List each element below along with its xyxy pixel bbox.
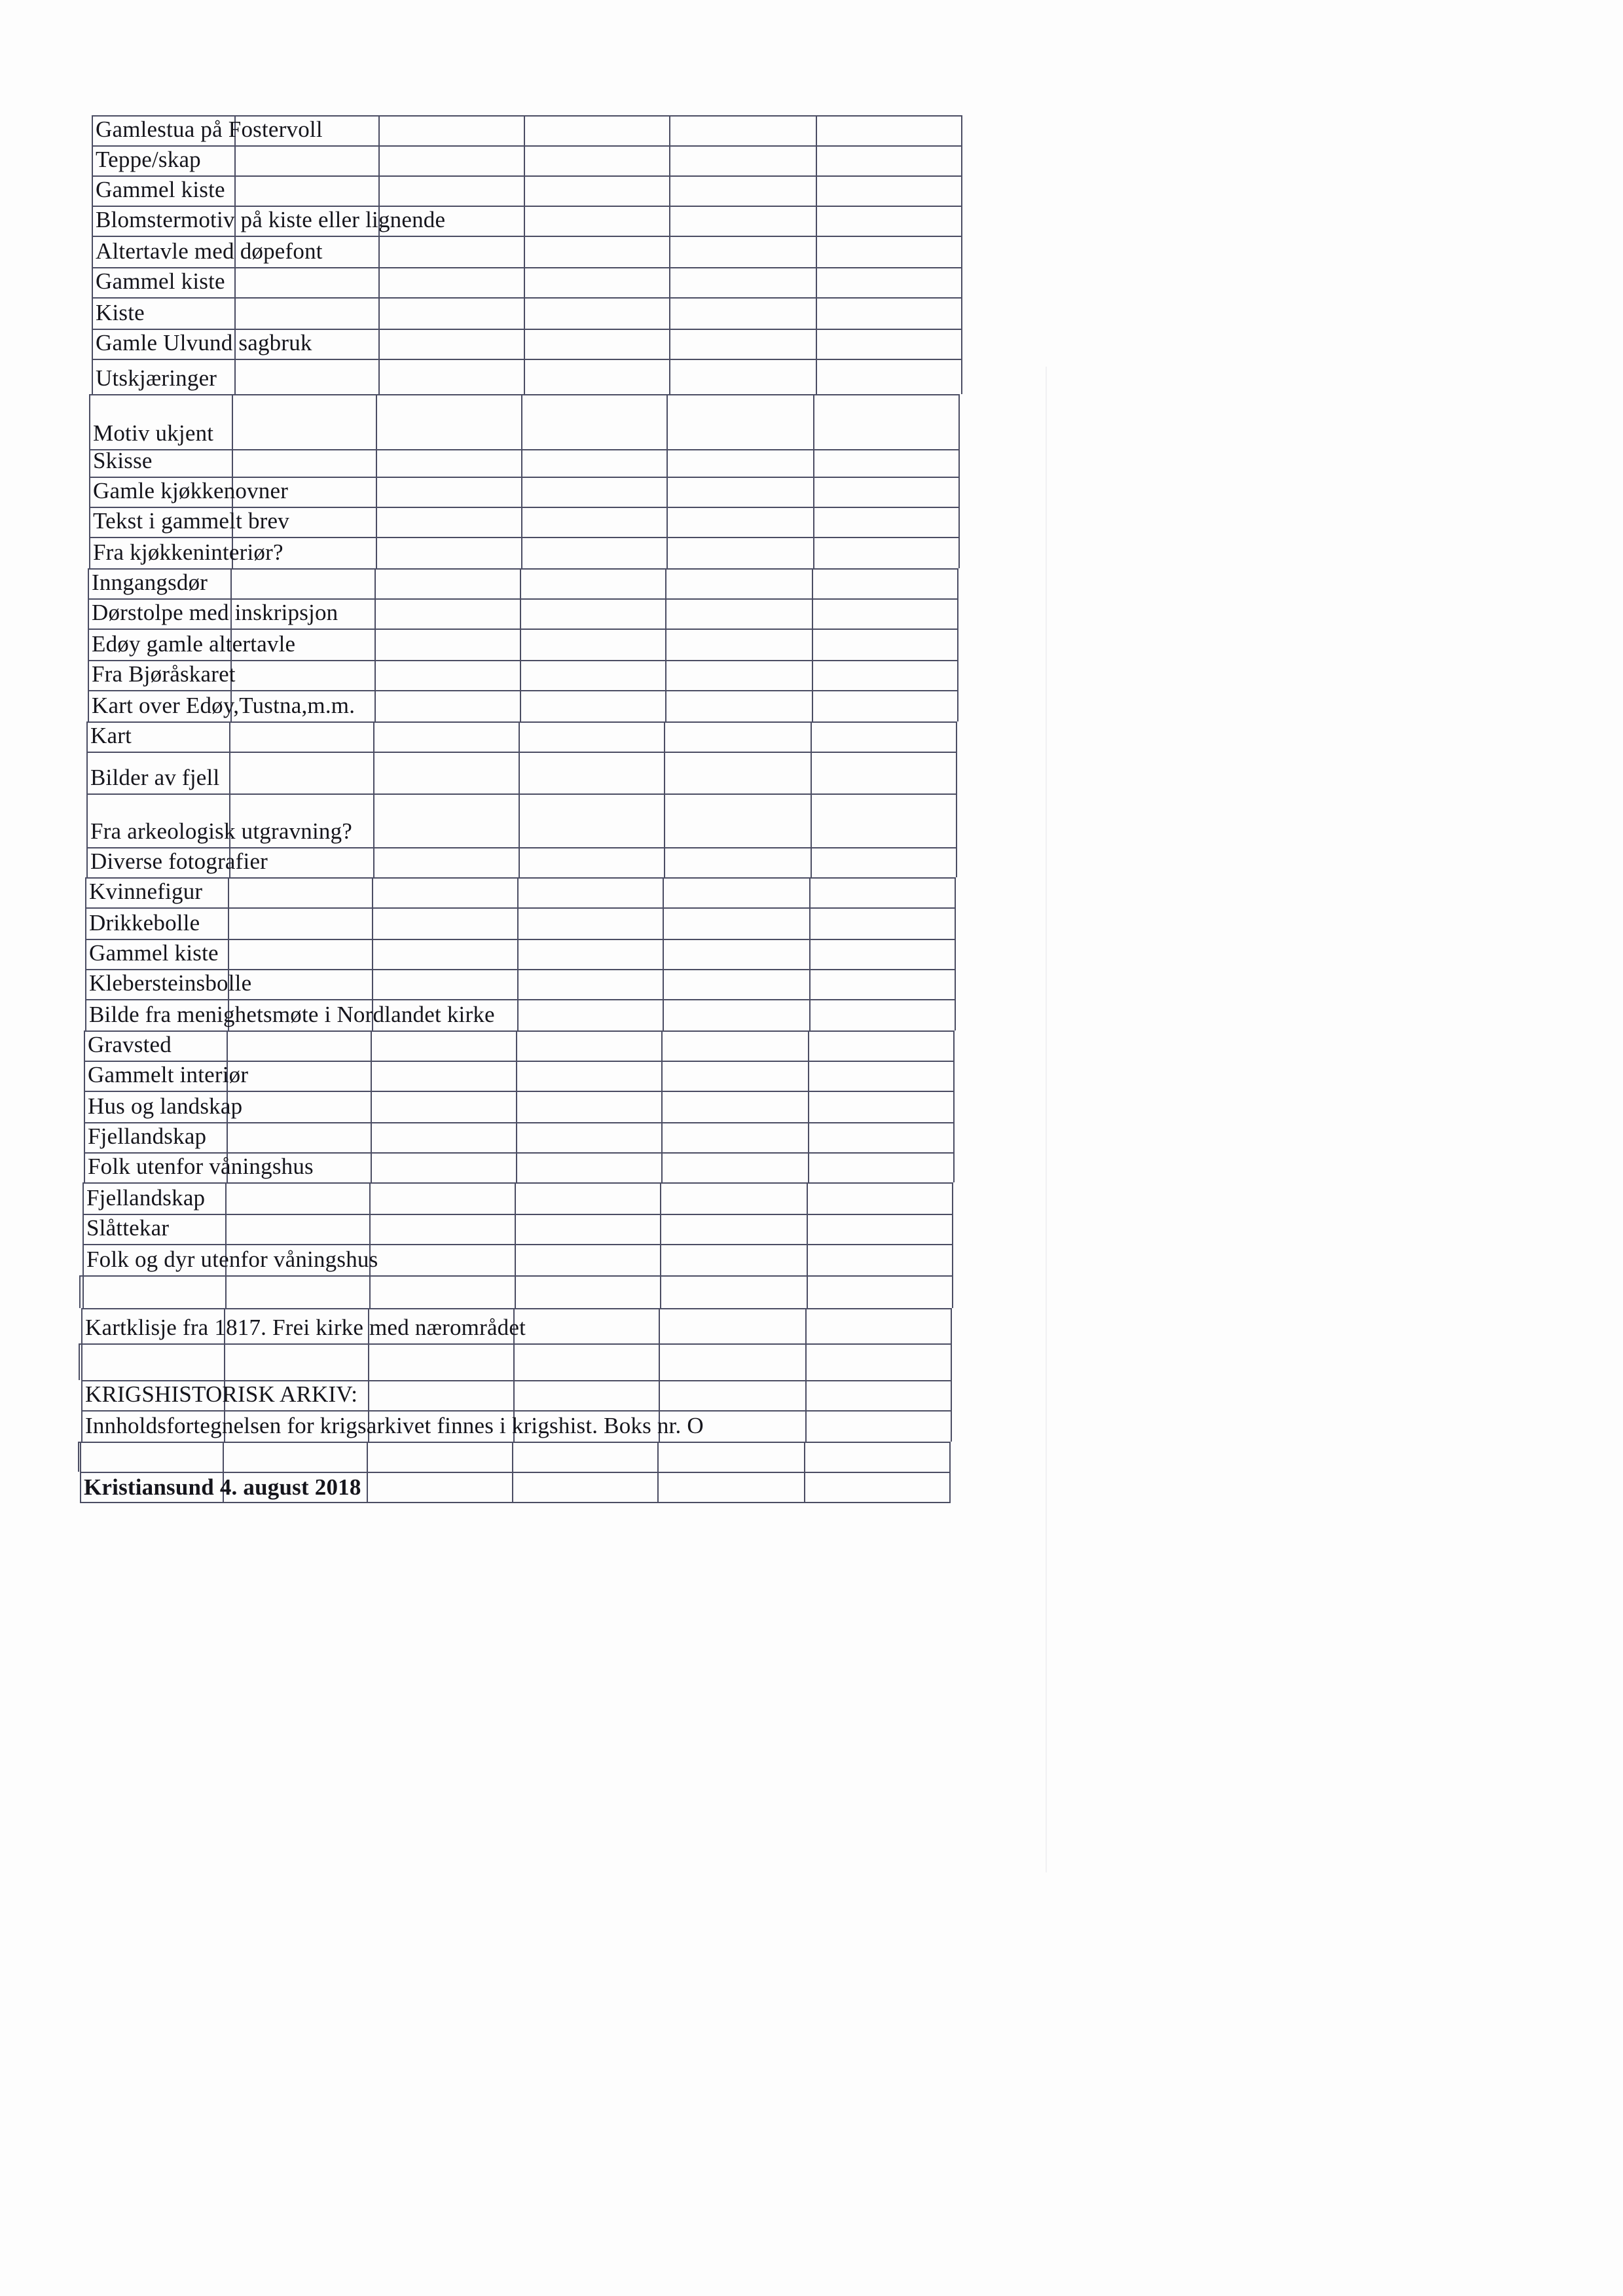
table-row bbox=[0, 477, 1623, 507]
table-cell bbox=[669, 236, 816, 267]
table-cell bbox=[808, 1091, 955, 1122]
table-cell bbox=[665, 568, 812, 598]
table-cell bbox=[228, 939, 372, 969]
table-cell bbox=[517, 877, 663, 907]
table-cell bbox=[661, 1152, 808, 1182]
row-label: Innholdsfortegnelsen for krigsarkivet finnes i krigshist. Boks nr. O bbox=[85, 1413, 704, 1438]
row-label: Diverse fotografier bbox=[90, 848, 268, 874]
table-cell bbox=[369, 1182, 515, 1214]
table-cell bbox=[805, 1308, 952, 1343]
table-cell bbox=[807, 1214, 953, 1244]
table-cell bbox=[515, 1244, 660, 1275]
table-cell bbox=[227, 1122, 371, 1152]
table-row bbox=[0, 537, 1623, 568]
table-cell bbox=[521, 477, 666, 507]
table-cell bbox=[661, 1122, 808, 1152]
table-cell bbox=[666, 477, 813, 507]
table-cell bbox=[524, 267, 669, 297]
table-cell bbox=[376, 477, 521, 507]
table-cell bbox=[663, 939, 809, 969]
table-cell bbox=[369, 1214, 515, 1244]
row-label: Hus og landskap bbox=[88, 1093, 243, 1119]
table-row bbox=[0, 1244, 1623, 1275]
table-cell bbox=[521, 537, 666, 568]
table-cell bbox=[521, 507, 666, 537]
table-cell bbox=[524, 359, 669, 394]
table-cell bbox=[661, 1030, 808, 1061]
table-row bbox=[0, 598, 1623, 629]
table-cell bbox=[232, 394, 376, 449]
table-cell bbox=[513, 1308, 659, 1343]
table-cell bbox=[807, 1244, 953, 1275]
table-cell bbox=[813, 507, 960, 537]
table-cell bbox=[515, 1275, 660, 1308]
table-cell bbox=[659, 1308, 805, 1343]
table-cell bbox=[524, 329, 669, 359]
table-cell bbox=[371, 1152, 516, 1182]
row-label: Gamlestua på Fostervoll bbox=[96, 117, 323, 142]
row-label: Fjellandskap bbox=[86, 1185, 206, 1211]
table-cell bbox=[660, 1244, 807, 1275]
table-cell bbox=[368, 1343, 513, 1380]
table-cell bbox=[669, 359, 816, 394]
table-cell bbox=[374, 598, 520, 629]
table-cell bbox=[372, 907, 517, 939]
table-cell bbox=[816, 145, 962, 175]
table-cell bbox=[807, 1275, 953, 1308]
table-cell bbox=[520, 568, 665, 598]
table-cell bbox=[669, 145, 816, 175]
table-cell bbox=[813, 537, 960, 568]
table-cell bbox=[524, 297, 669, 329]
table-cell bbox=[816, 267, 962, 297]
table-cell bbox=[515, 1182, 660, 1214]
table-cell bbox=[517, 969, 663, 999]
table-cell bbox=[808, 1061, 955, 1091]
row-label: Kart over Edøy,Tustna,m.m. bbox=[92, 693, 356, 718]
table-cell bbox=[374, 660, 520, 690]
table-cell bbox=[809, 939, 956, 969]
table-cell bbox=[665, 598, 812, 629]
table-cell bbox=[225, 1182, 369, 1214]
table-row bbox=[0, 145, 1623, 175]
table-row bbox=[0, 359, 1623, 394]
table-cell bbox=[223, 1442, 367, 1472]
table-cell bbox=[378, 297, 524, 329]
table-cell bbox=[513, 1380, 659, 1410]
table-cell bbox=[371, 1061, 516, 1091]
table-cell bbox=[660, 1182, 807, 1214]
table-row bbox=[0, 907, 1623, 939]
table-cell bbox=[515, 1214, 660, 1244]
table-cell bbox=[512, 1472, 657, 1503]
table-row bbox=[0, 1380, 1623, 1410]
table-cell bbox=[369, 1275, 515, 1308]
table-cell bbox=[373, 793, 519, 847]
table-cell bbox=[234, 359, 378, 394]
table-cell bbox=[81, 1343, 224, 1380]
table-cell bbox=[378, 115, 524, 145]
row-label: Kvinnefigur bbox=[89, 879, 203, 904]
table-cell bbox=[669, 115, 816, 145]
table-cell bbox=[234, 175, 378, 206]
table-cell bbox=[807, 1182, 953, 1214]
table-cell bbox=[517, 999, 663, 1030]
table-cell bbox=[811, 752, 957, 793]
table-cell bbox=[234, 267, 378, 297]
table-row bbox=[0, 969, 1623, 999]
table-cell bbox=[373, 721, 519, 752]
table-row bbox=[0, 568, 1623, 598]
table-cell bbox=[376, 394, 521, 449]
table-cell bbox=[519, 847, 664, 877]
table-cell bbox=[669, 297, 816, 329]
row-label: Motiv ukjent bbox=[93, 420, 214, 446]
table-row bbox=[0, 877, 1623, 907]
table-row bbox=[0, 1275, 1623, 1308]
row-label: Fra kjøkkeninteriør? bbox=[93, 539, 283, 565]
table-cell bbox=[816, 206, 962, 236]
table-cell bbox=[816, 359, 962, 394]
table-cell bbox=[516, 1030, 661, 1061]
table-cell bbox=[368, 1380, 513, 1410]
row-label: Edøy gamle altertavle bbox=[92, 631, 296, 657]
table-cell bbox=[521, 449, 666, 477]
row-label: Gammel kiste bbox=[89, 940, 219, 966]
table-cell bbox=[376, 507, 521, 537]
table-cell bbox=[234, 145, 378, 175]
table-cell bbox=[372, 877, 517, 907]
table-cell bbox=[816, 329, 962, 359]
table-cell bbox=[82, 1275, 225, 1308]
table-cell bbox=[371, 1030, 516, 1061]
table-cell bbox=[663, 877, 809, 907]
table-row bbox=[0, 939, 1623, 969]
table-cell bbox=[666, 394, 813, 449]
row-label: Utskjæringer bbox=[96, 365, 217, 391]
table-cell bbox=[524, 236, 669, 267]
table-cell bbox=[367, 1442, 512, 1472]
row-label: Fra arkeologisk utgravning? bbox=[90, 818, 353, 844]
row-label: Blomstermotiv på kiste eller lignende bbox=[96, 207, 446, 232]
table-cell bbox=[805, 1410, 952, 1442]
table-cell bbox=[524, 206, 669, 236]
table-cell bbox=[657, 1442, 804, 1472]
table-row bbox=[0, 1343, 1623, 1380]
row-label: Fjellandskap bbox=[88, 1123, 207, 1149]
table-cell bbox=[234, 297, 378, 329]
table-cell bbox=[524, 175, 669, 206]
table-cell bbox=[516, 1091, 661, 1122]
table-cell bbox=[812, 598, 958, 629]
table-row bbox=[0, 752, 1623, 793]
table-cell bbox=[659, 1380, 805, 1410]
row-label: Klebersteinsbolle bbox=[89, 970, 252, 996]
table-cell bbox=[230, 568, 374, 598]
table-cell bbox=[374, 629, 520, 660]
row-label: Folk utenfor våningshus bbox=[88, 1154, 314, 1179]
table-row bbox=[0, 1182, 1623, 1214]
table-cell bbox=[663, 999, 809, 1030]
table-cell bbox=[661, 1061, 808, 1091]
table-cell bbox=[669, 206, 816, 236]
table-cell bbox=[516, 1122, 661, 1152]
table-cell bbox=[813, 394, 960, 449]
table-cell bbox=[669, 329, 816, 359]
table-row bbox=[0, 206, 1623, 236]
table-cell bbox=[809, 969, 956, 999]
row-label: KRIGSHISTORISK ARKIV: bbox=[85, 1381, 358, 1407]
table-cell bbox=[666, 449, 813, 477]
row-label: Tekst i gammelt brev bbox=[93, 508, 289, 534]
table-cell bbox=[512, 1442, 657, 1472]
table-row bbox=[0, 999, 1623, 1030]
table-cell bbox=[521, 394, 666, 449]
table-row bbox=[0, 793, 1623, 847]
table-row bbox=[0, 1410, 1623, 1442]
table-cell bbox=[812, 568, 958, 598]
table-cell bbox=[664, 847, 811, 877]
table-cell bbox=[804, 1472, 951, 1503]
table-cell bbox=[229, 752, 373, 793]
table-cell bbox=[665, 690, 812, 721]
row-label: Gammel kiste bbox=[96, 177, 225, 202]
table-cell bbox=[666, 537, 813, 568]
table-cell bbox=[228, 907, 372, 939]
row-label: Slåttekar bbox=[86, 1215, 170, 1241]
table-cell bbox=[225, 1214, 369, 1244]
table-cell bbox=[517, 939, 663, 969]
row-label: Gravsted bbox=[88, 1032, 172, 1057]
table-row bbox=[0, 449, 1623, 477]
row-label: Gammelt interiør bbox=[88, 1062, 249, 1087]
table-cell bbox=[225, 1275, 369, 1308]
row-label: Skisse bbox=[93, 448, 153, 473]
table-cell bbox=[378, 359, 524, 394]
table-row bbox=[0, 1122, 1623, 1152]
table-cell bbox=[809, 877, 956, 907]
table-cell bbox=[812, 629, 958, 660]
row-label: Kartklisje fra 1817. Frei kirke med nærområdet bbox=[85, 1315, 526, 1340]
table-cell bbox=[516, 1061, 661, 1091]
table-cell bbox=[373, 847, 519, 877]
table-cell bbox=[519, 793, 664, 847]
table-cell bbox=[519, 721, 664, 752]
row-label: Folk og dyr utenfor våningshus bbox=[86, 1247, 378, 1272]
table-row bbox=[0, 1030, 1623, 1061]
table-cell bbox=[520, 660, 665, 690]
table-cell bbox=[669, 175, 816, 206]
table-row bbox=[0, 507, 1623, 537]
table-cell bbox=[816, 297, 962, 329]
table-row bbox=[0, 267, 1623, 297]
table-row bbox=[0, 236, 1623, 267]
table-cell bbox=[666, 507, 813, 537]
row-label: Altertavle med døpefont bbox=[96, 238, 323, 264]
table-row bbox=[0, 1152, 1623, 1182]
table-cell bbox=[520, 629, 665, 660]
table-row bbox=[0, 1061, 1623, 1091]
table-cell bbox=[520, 690, 665, 721]
table-cell bbox=[376, 537, 521, 568]
table-cell bbox=[816, 175, 962, 206]
table-cell bbox=[378, 329, 524, 359]
table-cell bbox=[812, 660, 958, 690]
table-row bbox=[0, 847, 1623, 877]
table-cell bbox=[229, 721, 373, 752]
table-cell bbox=[371, 1091, 516, 1122]
table-cell bbox=[664, 793, 811, 847]
table-cell bbox=[665, 660, 812, 690]
table-cell bbox=[520, 598, 665, 629]
row-label: Drikkebolle bbox=[89, 910, 200, 936]
table-row bbox=[0, 629, 1623, 660]
table-cell bbox=[660, 1214, 807, 1244]
table-cell bbox=[519, 752, 664, 793]
table-cell bbox=[808, 1152, 955, 1182]
table-row bbox=[0, 690, 1623, 721]
table-cell bbox=[374, 690, 520, 721]
table-cell bbox=[378, 175, 524, 206]
table-cell bbox=[664, 721, 811, 752]
table-cell bbox=[517, 907, 663, 939]
row-label: Inngangsdør bbox=[92, 570, 208, 595]
table-cell bbox=[811, 793, 957, 847]
table-cell bbox=[657, 1472, 804, 1503]
table-cell bbox=[665, 629, 812, 660]
table-cell bbox=[816, 236, 962, 267]
table-cell bbox=[659, 1343, 805, 1380]
table-cell bbox=[228, 877, 372, 907]
table-row bbox=[0, 1214, 1623, 1244]
table-row bbox=[0, 175, 1623, 206]
table-cell bbox=[372, 939, 517, 969]
table-cell bbox=[805, 1380, 952, 1410]
table-cell bbox=[813, 477, 960, 507]
row-label: Kart bbox=[90, 723, 132, 748]
table-cell bbox=[812, 690, 958, 721]
table-cell bbox=[809, 999, 956, 1030]
table-cell bbox=[663, 969, 809, 999]
table-cell bbox=[816, 115, 962, 145]
table-cell bbox=[232, 449, 376, 477]
table-cell bbox=[660, 1275, 807, 1308]
table-cell bbox=[661, 1091, 808, 1122]
row-label: Bilder av fjell bbox=[90, 765, 220, 790]
table-row bbox=[0, 115, 1623, 145]
table-cell bbox=[663, 907, 809, 939]
table-cell bbox=[230, 660, 374, 690]
table-cell bbox=[374, 568, 520, 598]
table-cell bbox=[80, 1442, 223, 1472]
table-cell bbox=[367, 1472, 512, 1503]
table-cell bbox=[524, 145, 669, 175]
row-label: Bilde fra menighetsmøte i Nordlandet kirke bbox=[89, 1002, 495, 1027]
table-cell bbox=[513, 1343, 659, 1380]
table-cell bbox=[372, 969, 517, 999]
table-cell bbox=[371, 1122, 516, 1152]
row-label: Kristiansund 4. august 2018 bbox=[84, 1474, 361, 1500]
table-cell bbox=[808, 1122, 955, 1152]
table-row bbox=[0, 721, 1623, 752]
table-cell bbox=[378, 145, 524, 175]
table-cell bbox=[805, 1343, 952, 1380]
table-cell bbox=[376, 449, 521, 477]
table-cell bbox=[378, 236, 524, 267]
table-row bbox=[0, 1308, 1623, 1343]
table-row bbox=[0, 394, 1623, 449]
table-cell bbox=[524, 115, 669, 145]
table-cell bbox=[809, 907, 956, 939]
table-cell bbox=[373, 752, 519, 793]
table-row bbox=[0, 1442, 1623, 1472]
table-cell bbox=[227, 1091, 371, 1122]
table-cell bbox=[813, 449, 960, 477]
row-label: Fra Bjøråskaret bbox=[92, 661, 236, 687]
table-row bbox=[0, 297, 1623, 329]
table-row bbox=[0, 1091, 1623, 1122]
table-cell bbox=[227, 1030, 371, 1061]
row-label: Gamle kjøkkenovner bbox=[93, 478, 289, 503]
row-label: Gamle Ulvund sagbruk bbox=[96, 330, 312, 355]
table-row bbox=[0, 660, 1623, 690]
table-row bbox=[0, 329, 1623, 359]
table-cell bbox=[669, 267, 816, 297]
table-cell bbox=[804, 1442, 951, 1472]
table-cell bbox=[811, 847, 957, 877]
row-label: Kiste bbox=[96, 300, 145, 325]
table-cell bbox=[664, 752, 811, 793]
row-label: Gammel kiste bbox=[96, 268, 225, 294]
table-cell bbox=[224, 1343, 368, 1380]
row-label: Teppe/skap bbox=[96, 147, 201, 172]
table-row bbox=[0, 1472, 1623, 1503]
table-cell bbox=[369, 1244, 515, 1275]
table-cell bbox=[808, 1030, 955, 1061]
table-cell bbox=[811, 721, 957, 752]
row-label: Dørstolpe med inskripsjon bbox=[92, 600, 338, 625]
table-cell bbox=[378, 267, 524, 297]
table-cell bbox=[516, 1152, 661, 1182]
